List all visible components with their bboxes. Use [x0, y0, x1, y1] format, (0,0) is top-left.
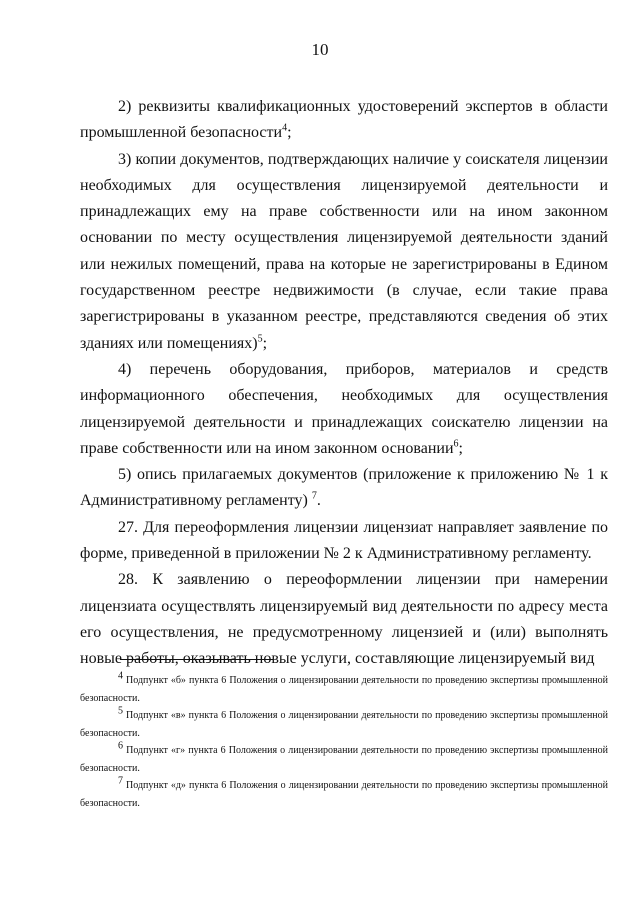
footnote-separator — [120, 659, 273, 660]
paragraph-28 — [80, 567, 608, 672]
paragraph-item-4 — [80, 357, 608, 462]
footnote-item — [80, 742, 608, 777]
paragraph-text: 5) опись прилагаемых документов (приложение к приложению № 1 к Административному регламенту) — [80, 466, 608, 510]
paragraph-tail: ; — [262, 334, 268, 352]
footnote-ref[interactable]: 4 — [282, 122, 288, 134]
paragraph-text: 2) реквизиты квалификационных удостоверений экспертов в области промышленной безопасности — [80, 98, 608, 142]
paragraph-tail: ; — [287, 124, 292, 142]
footnote-ref[interactable]: 7 — [311, 491, 317, 503]
paragraph-27 — [80, 515, 608, 568]
footnote-text: Подпункт «б» пункта 6 Положения о лицензировании деятельности по проведению экспертизы промышленной безопасности. — [80, 675, 609, 704]
footnote-item — [80, 707, 608, 742]
footnote-mark: 4 — [118, 670, 123, 682]
footnote-text: Подпункт «в» пункта 6 Положения о лицензировании деятельности по проведению экспертизы промышленной безопасности. — [80, 710, 608, 739]
footnotes — [80, 672, 608, 812]
paragraph-text: 4) перечень оборудования, приборов, материалов и средств информационного обеспечения, необходимых для осуществления лицензируемой деятельности и принадлежащих соискателю лицензии на праве собственности или на ином законном основании — [80, 360, 608, 457]
paragraph-item-2 — [80, 94, 608, 147]
footnote-text: Подпункт «д» пункта 6 Положения о лицензировании деятельности по проведению экспертизы промышленной безопасности. — [80, 780, 609, 809]
footnote-item — [80, 672, 608, 707]
page-number: 10 — [311, 40, 329, 59]
paragraph-text: 28. К заявлению о переоформлении лицензии при намерении лицензиата осуществлять лицензируемый вид деятельности по адресу места его осуществления, не предусмотренному лицензией и (или) выполнять новые работы, оказывать новые услуги, составляющие лицензируемый вид — [80, 571, 608, 668]
footnote-text: Подпункт «г» пункта 6 Положения о лицензировании деятельности по проведению экспертизы промышленной безопасности. — [80, 745, 608, 774]
paragraph-item-5 — [80, 462, 608, 515]
footnote-mark: 7 — [118, 775, 123, 787]
footnote-mark: 5 — [118, 705, 123, 717]
paragraph-tail: . — [316, 492, 321, 510]
paragraph-item-3 — [80, 147, 608, 357]
footnote-ref[interactable]: 6 — [453, 438, 459, 450]
body-text — [80, 94, 608, 673]
paragraph-text: 27. Для переоформления лицензии лицензиат направляет заявление по форме, приведенной в приложении № 2 к Административному регламенту. — [80, 518, 608, 563]
footnote-mark: 6 — [118, 740, 123, 752]
footnote-item — [80, 777, 608, 812]
paragraph-text: 3) копии документов, подтверждающих наличие у соискателя лицензии необходимых для осуществления лицензируемой деятельности и принадлежащих ему на праве собственности или на ином законном основании по месту осуществления лицензируемой деятельности зданий или нежилых помещений, права на которые не зарегистрированы в Едином государственном реестре недвижимости (в случае, если такие права зарегистрированы в указанном реестре, представляются сведения об этих зданиях или помещениях) — [80, 150, 608, 352]
paragraph-tail: ; — [458, 439, 463, 457]
footnote-ref[interactable]: 5 — [257, 333, 263, 345]
